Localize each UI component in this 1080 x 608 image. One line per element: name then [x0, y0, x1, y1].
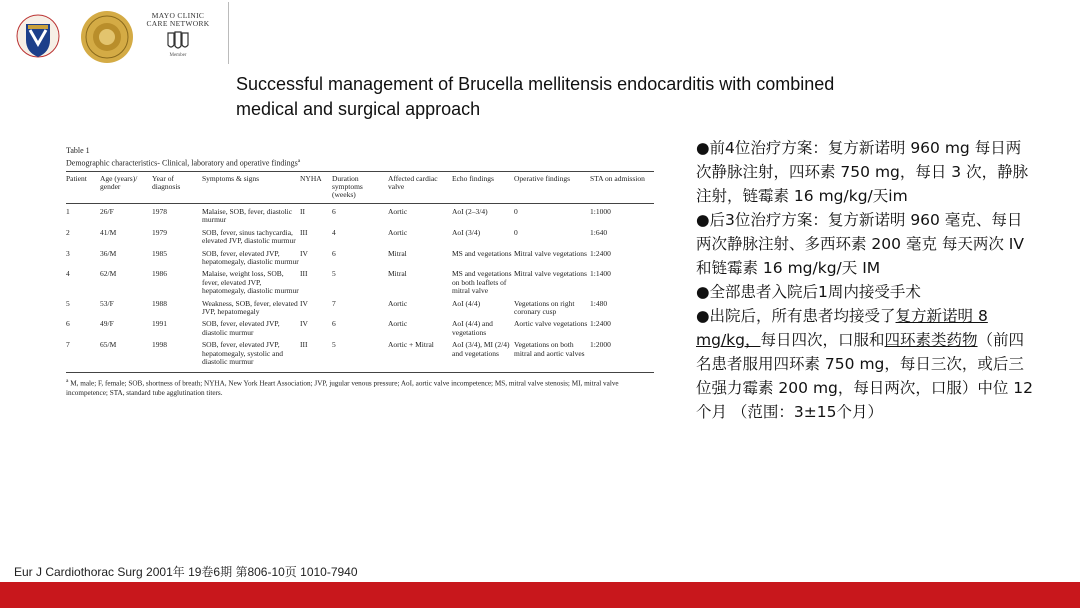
bullet-post-discharge: [696, 304, 1036, 424]
table-cell: Aortic: [388, 298, 408, 308]
table-cell: Malaise, SOB, fever, diastolic murmur: [202, 206, 293, 225]
table-cell: IV: [300, 298, 308, 308]
header-divider: [228, 2, 229, 64]
table-cell: 1: [66, 206, 70, 216]
table-cell: Aortic: [388, 319, 408, 329]
table-cell: 36/M: [100, 248, 117, 258]
bullet-post-discharge-underline-2: 四环素类药物: [884, 331, 978, 349]
table-cell: IV: [300, 248, 308, 258]
table-cell: 1978: [152, 206, 167, 216]
table-cell: 6: [66, 319, 70, 329]
table-cell: 6: [332, 319, 336, 329]
table-caption-label: Table 1: [66, 146, 90, 155]
footnote-mark: a: [66, 378, 69, 385]
mayo-member-label: Member: [169, 53, 187, 58]
table-cell: 4: [332, 227, 336, 237]
table-caption-text: Demographic characteristics- Clinical, laboratory and operative findings: [66, 158, 298, 168]
table-footnote: [66, 377, 656, 397]
table-cell: IV: [300, 319, 308, 329]
bullet-post-discharge-underline-1: 复方新诺明 8 mg/kg，: [696, 307, 988, 349]
mayo-shield-icon: [166, 31, 190, 51]
table-cell: SOB, fever, elevated JVP, hepatomegaly, diastolic murmur: [202, 248, 299, 266]
slide-title: Successful management of Brucella mellitensis endocarditis with combined medical and surgical approach: [236, 74, 835, 119]
table-cell: 1:480: [590, 298, 608, 308]
table-cell: III: [300, 269, 308, 279]
mayo-line-2: CARE NETWORK: [146, 19, 210, 28]
table-cell: AoI (3/4), MI (2/4) and vegetations: [452, 337, 514, 373]
table-cell: 26/F: [100, 206, 114, 216]
table-cell: 62/M: [100, 269, 117, 279]
table-cell: 5: [66, 298, 70, 308]
table-cell: 5: [332, 269, 336, 279]
table-cell: Aortic: [388, 227, 408, 237]
table-cell: Aortic + Mitral: [388, 337, 452, 373]
table-cell: SOB, fever, sinus tachycardia, elevated JVP, diastolic murmur: [202, 227, 296, 246]
table-cell: 1985: [152, 248, 167, 258]
table-cell: Aortic valve vegetations: [514, 319, 588, 329]
table-cell: 1:640: [590, 227, 608, 237]
table-cell: 0: [514, 206, 518, 216]
table-cell: 53/F: [100, 298, 114, 308]
table-row: [66, 203, 654, 224]
table-cell: AoI (4/4) and vegetations: [452, 319, 493, 337]
col-header: Duration symptoms (weeks): [332, 171, 388, 203]
table-cell: Vegetations on both mitral and aortic valves: [514, 337, 590, 373]
table-cell: 65/M: [100, 337, 152, 373]
table-figure: [66, 146, 656, 398]
table-cell: AoI (3/4): [452, 227, 481, 237]
col-header: STA on admission: [590, 171, 654, 203]
bullet-last-three-regimen: ●后3位治疗方案：复方新诺明 960 毫克、每日两次静脉注射、多西环素 200 毫克 每天两次 IV 和链霉素 16 mg/kg/天 IM: [696, 211, 1024, 277]
table-cell: 1:2400: [590, 319, 611, 329]
table-cell: 1986: [152, 269, 167, 279]
table-cell: Mitral: [388, 269, 407, 279]
table-cell: 4: [66, 269, 70, 279]
footnote-text: M, male; F, female; SOB, shortness of breath; NYHA, New York Heart Association; JVP, jugular venous pressure; AoI, aortic valve incompetence; MS, mitral valve stenosis; MI, mitral valve incompetence; STA, standard tube agglutination titers.: [66, 379, 619, 397]
table-cell: AoI (2–3/4): [452, 206, 488, 216]
table-row: [66, 316, 654, 337]
gold-seal-logo-icon: [80, 10, 134, 64]
table-cell: Malaise, weight loss, SOB, fever, elevated JVP, hepatomegaly, diastolic murmur: [202, 269, 299, 296]
citation: Eur J Cardiothorac Surg 2001年 19卷6期 第806-10页 1010-7940: [14, 565, 358, 579]
demographics-table: [66, 171, 654, 374]
table-caption-mark: a: [297, 158, 301, 164]
footer-bar: [0, 582, 1080, 608]
col-header: Operative findings: [514, 171, 590, 203]
table-row: [66, 337, 654, 373]
bullet-post-discharge-pre: ●出院后，所有患者均接受了: [696, 307, 896, 325]
table-header-row: [66, 171, 654, 203]
table-cell: Mitral: [388, 248, 407, 258]
mayo-clinic-logo: [138, 12, 218, 58]
table-cell: 1988: [152, 298, 167, 308]
table-cell: 1991: [152, 319, 167, 329]
bullet-first-four-regimen: ●前4位治疗方案：复方新诺明 960 mg 每日两次静脉注射，四环素 750 mg，每日 3 次，静脉注射，链霉素 16 mg/kg/天im: [696, 139, 1029, 205]
table-cell: 1:2000: [590, 337, 654, 373]
table-cell: 7: [332, 298, 336, 308]
table-cell: 6: [332, 248, 336, 258]
table-cell: III: [300, 227, 308, 237]
col-header: Symptoms & signs: [202, 171, 300, 203]
table-cell: Vegetations on right coronary cusp: [514, 298, 575, 316]
table-cell: 7: [66, 337, 100, 373]
table-cell: II: [300, 206, 305, 216]
table-row: [66, 266, 654, 295]
table-row: [66, 225, 654, 246]
table-cell: 1:1000: [590, 206, 611, 216]
table-cell: 6: [332, 206, 336, 216]
table-cell: MS and vegetations: [452, 248, 512, 258]
table-cell: 3: [66, 248, 70, 258]
table-row: [66, 246, 654, 267]
table-cell: Aortic: [388, 206, 408, 216]
table-cell: III: [300, 337, 332, 373]
bullet-surgery-timing: ●全部患者入院后1周内接受手术: [696, 283, 921, 301]
treatment-bullets: [696, 136, 1036, 424]
col-header: Year of diagnosis: [152, 171, 202, 203]
table-cell: 49/F: [100, 319, 114, 329]
table-cell: 5: [332, 337, 388, 373]
table-row: [66, 296, 654, 317]
table-cell: 1:1400: [590, 269, 611, 279]
table-caption: [66, 156, 656, 169]
table-cell: 1:2400: [590, 248, 611, 258]
table-cell: 2: [66, 227, 70, 237]
table-cell: 41/M: [100, 227, 117, 237]
col-header: Age (years)/ gender: [100, 171, 152, 203]
col-header: Affected cardiac valve: [388, 171, 452, 203]
mayo-line-1: MAYO CLINIC: [151, 11, 205, 20]
table-cell: Mitral valve vegetations: [514, 269, 587, 279]
col-header: NYHA: [300, 171, 332, 203]
table-cell: MS and vegetations on both leaflets of mitral valve: [452, 269, 512, 296]
col-header: Echo findings: [452, 171, 514, 203]
table-cell: 1979: [152, 227, 167, 237]
table-cell: Weakness, SOB, fever, elevated JVP, hepatomegaly: [202, 298, 298, 316]
table-cell: AoI (4/4): [452, 298, 481, 308]
bullet-post-discharge-post: （前四名患者服用四环素 750 mg，每日三次，或后三位强力霉素 200 mg，每日两次，口服）中位 12 个月 （范围：3±15个月）: [696, 331, 1034, 421]
table-cell: 1998: [152, 337, 202, 373]
bullet-post-discharge-mid: 每日四次，口服和: [760, 331, 885, 349]
zju-hospital-logo-icon: [16, 10, 60, 62]
col-header: Patient: [66, 171, 100, 203]
table-cell: Mitral valve vegetations: [514, 248, 587, 258]
table-cell: SOB, fever, elevated JVP, hepatomegaly, systolic and diastolic murmur: [202, 337, 300, 373]
header-logos: [0, 0, 232, 70]
table-cell: 0: [514, 227, 518, 237]
table-cell: SOB, fever, elevated JVP, diastolic murmur: [202, 319, 280, 337]
